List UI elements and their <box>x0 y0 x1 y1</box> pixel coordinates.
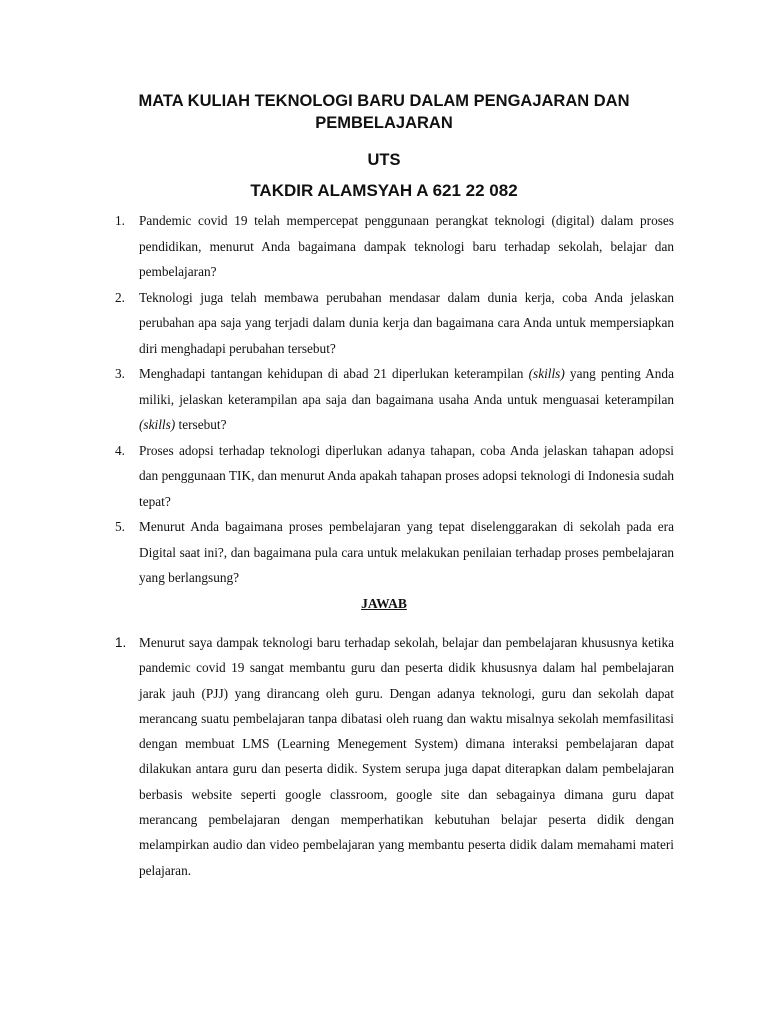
answer-list <box>0 630 768 883</box>
question-emphasis: (skills) <box>139 417 176 432</box>
question-text <box>139 361 674 438</box>
question-number: 4. <box>115 442 125 458</box>
question-item-1 <box>0 208 768 285</box>
question-text: Teknologi juga telah membawa perubahan mendasar dalam dunia kerja, coba Anda jelaskan perubahan apa saja yang terjadi dalam dunia kerja dan bagaimana cara Anda untuk mempersiapkan diri menghadapi perubahan tersebut? <box>139 289 674 356</box>
answer-text: Menurut saya dampak teknologi baru terhadap sekolah, belajar dan pembelajaran khususnya ketika pandemic covid 19 sangat membantu guru dan peserta didik khususnya dalam hal pembelajaran jarak jauh (PJJ) yang dirancang oleh guru. Dengan adanya teknologi, guru dan sekolah dapat merancang suatu pembelajaran tanpa dibatasi oleh ruang dan waktu misalnya sekolah memfasilitasi dengan membuat LMS (Learning Menegement System) dimana interaksi pembelajaran dapat dilakukan antara guru dan peserta didik. System serupa juga dapat diterapkan dalam pembelajaran berbasis website seperti google classroom, google site dan sebagainya dimana guru dapat merancang pembelajaran dengan memperhatikan kebutuhan belajar peserta didik dengan melampirkan audio dan video pembelajaran yang membantu peserta didik dalam memahami materi pelajaran. <box>139 635 674 878</box>
question-number: 2. <box>115 289 125 305</box>
question-item-4 <box>0 438 768 515</box>
question-text: Proses adopsi terhadap teknologi diperlukan adanya tahapan, coba Anda jelaskan tahapan adopsi dan penggunaan TIK, dan menurut Anda apakah tahapan proses adopsi teknologi di Indonesia sudah tepat? <box>139 442 674 509</box>
answer-item-1 <box>0 630 768 883</box>
exam-type-label: UTS <box>367 151 401 169</box>
question-number: 5. <box>115 519 125 534</box>
question-text: Menurut Anda bagaimana proses pembelajaran yang tepat diselenggarakan di sekolah pada era Digital saat ini?, dan bagaimana pula cara untuk melakukan penilaian terhadap proses pembelajaran yang berlangsung? <box>139 519 674 585</box>
question-text: Pandemic covid 19 telah mempercepat penggunaan perangkat teknologi (digital) dalam proses pendidikan, menurut Anda bagaimana dampak teknologi baru terhadap sekolah, belajar dan pembelajaran? <box>139 213 674 279</box>
student-name-id: TAKDIR ALAMSYAH A 621 22 082 <box>250 181 518 200</box>
question-number: 1. <box>115 213 125 228</box>
question-text-part: yang penting Anda miliki, jelaskan keterampilan apa saja dan bagaimana usaha Anda untuk menguasai keterampilan <box>139 366 674 407</box>
question-text-part: Menghadapi tantangan kehidupan di abad 21 diperlukan keterampilan <box>139 366 529 381</box>
question-list <box>0 208 768 591</box>
question-item-3 <box>0 361 768 438</box>
question-emphasis: (skills) <box>528 366 565 381</box>
question-item-5 <box>0 514 768 591</box>
question-number: 3. <box>115 366 125 381</box>
answer-number: 1. <box>115 635 127 650</box>
document-title: MATA KULIAH TEKNOLOGI BARU DALAM PENGAJARAN DAN PEMBELAJARAN <box>138 92 630 132</box>
question-text-part: tersebut? <box>175 417 227 432</box>
answers-heading: JAWAB <box>361 596 407 611</box>
question-item-2 <box>0 285 768 362</box>
